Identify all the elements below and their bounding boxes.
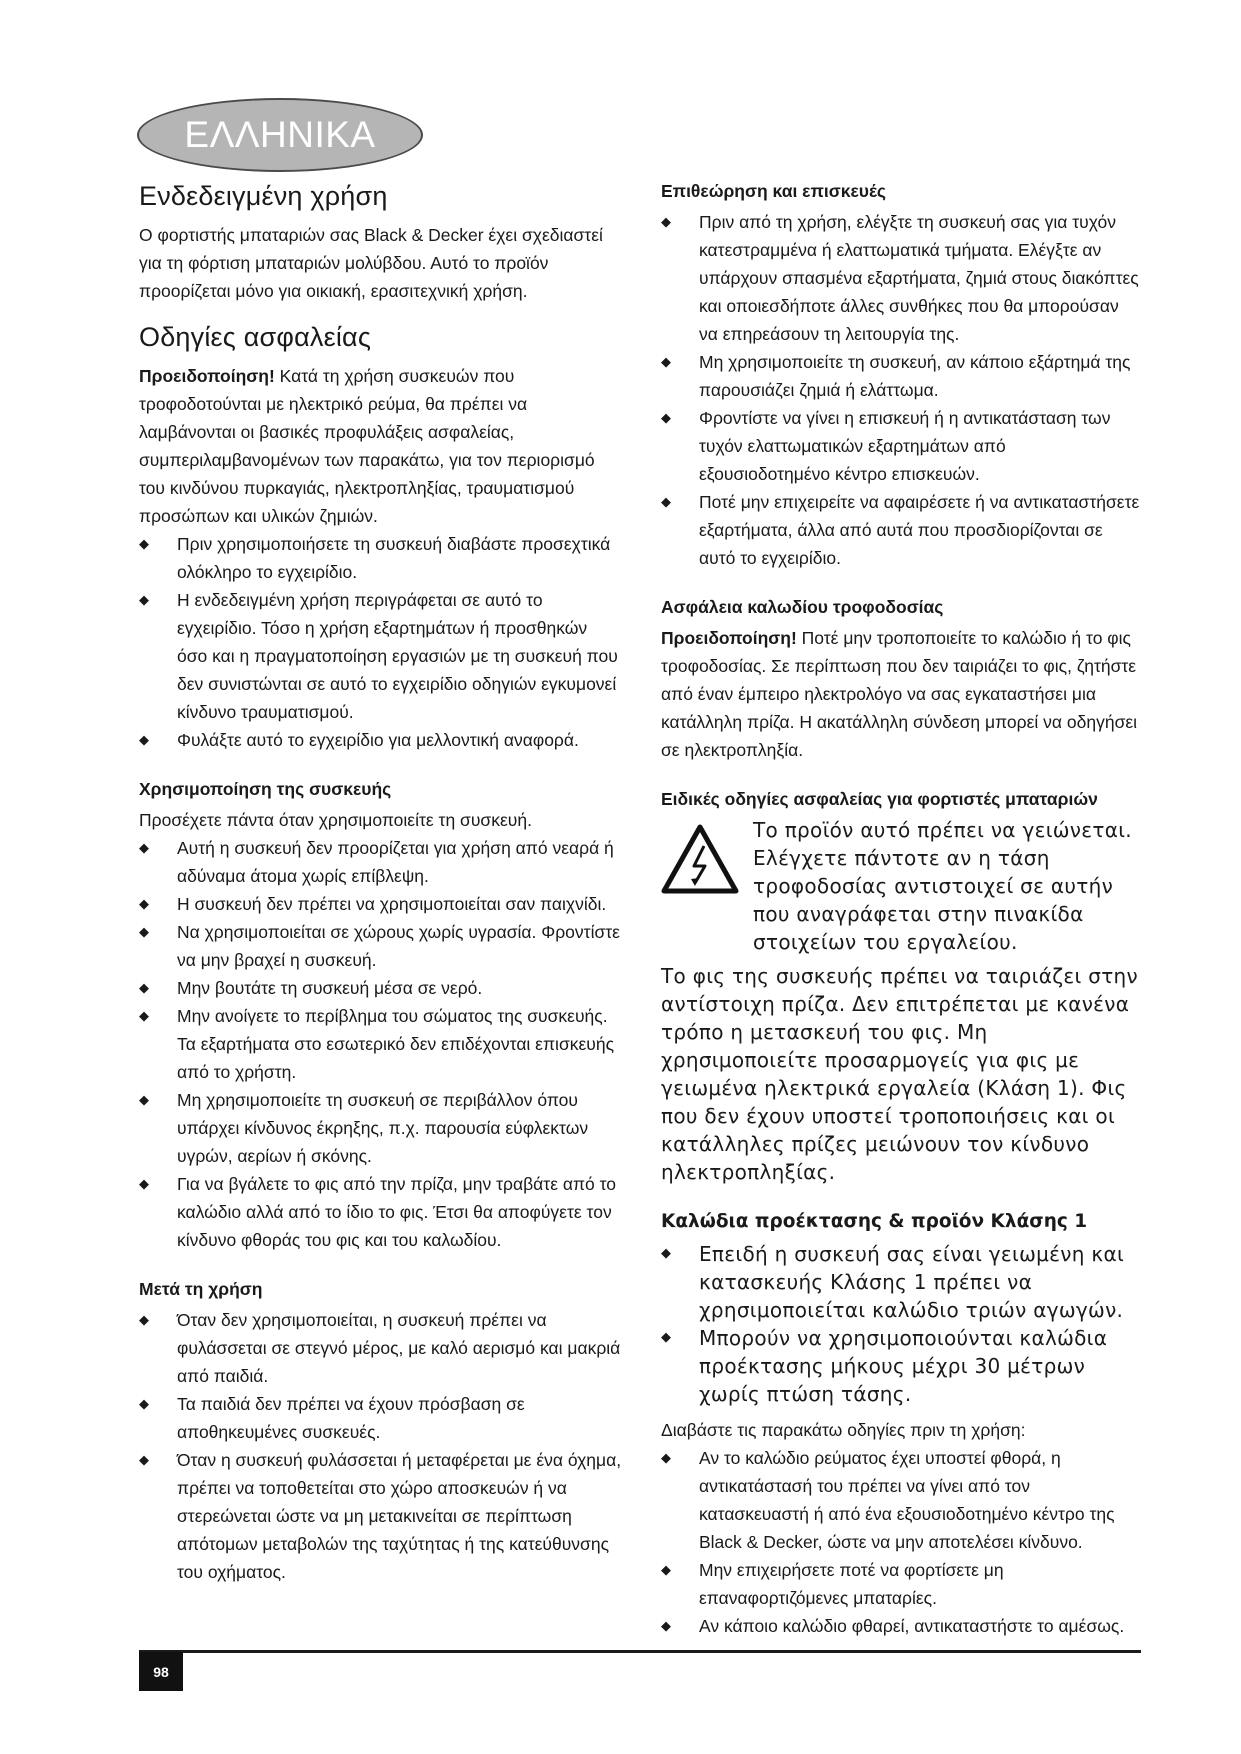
bullet-icon: ◆ [661,410,671,425]
charger-safety-section [661,786,1141,1186]
inspection-list [661,208,1141,572]
intended-use-text: Ο φορτιστής μπαταριών σας Black & Decker έχει σχεδιαστεί για τη φόρτιση μπαταριών μολύβδου. Αυτό το προϊόν προορίζεται μόνο για οικιακή, ερασιτεχνική χρήση. [139,225,603,301]
using-section [139,776,622,1254]
bullet-icon: ◆ [661,1330,672,1345]
after-use-section [139,1276,622,1586]
inspection-section [661,178,1141,572]
using-title: Χρησιμοποίηση της συσκευής [139,779,392,799]
cord-safety-warning [661,624,1141,764]
electric-hazard-icon [661,824,739,894]
safety-list [139,530,622,754]
bullet-icon: ◆ [139,592,149,607]
list-item: ◆ Όταν η συσκευή φυλάσσεται ή μεταφέρεται με ένα όχημα, πρέπει να τοποθετείται στο χώρο αποσκευών ή να στερεώνεται ώστε να μη μετακινείται σε περίπτωση απότομων μεταβολών της ταχύτητας ή της κατεύθυνσης του οχήματος. [139,1446,622,1586]
bullet-icon: ◆ [139,1452,149,1467]
bullet-icon: ◆ [661,214,671,229]
after-use-title: Μετά τη χρήση [139,1279,263,1299]
bullet-icon: ◆ [139,1008,149,1023]
bullet-icon: ◆ [139,536,149,551]
language-badge: ΕΛΛΗΝΙΚΑ [137,98,423,172]
list-item: ◆ Αν το καλώδιο ρεύματος έχει υποστεί φθορά, η αντικατάστασή του πρέπει να γίνει από τον κατασκευαστή ή από ένα εξουσιοδοτημένο κέντρο της Black & Decker, ώστε να μην αποτελέσει κίνδυνο. [661,1444,1141,1556]
bullet-icon: ◆ [139,1176,149,1191]
bullet-icon: ◆ [661,354,671,369]
cord-safety-title: Ασφάλεια καλωδίου τροφοδοσίας [661,597,944,617]
list-item: ◆ Αν κάποιο καλώδιο φθαρεί, αντικαταστήστε το αμέσως. [661,1612,1141,1640]
bullet-icon: ◆ [139,732,149,747]
bullet-icon: ◆ [139,924,149,939]
extension-section [661,1208,1141,1640]
after-use-list [139,1306,622,1586]
list-item: ◆ Μην βουτάτε τη συσκευή μέσα σε νερό. [139,974,622,1002]
bullet-icon: ◆ [661,494,671,509]
right-column [661,178,1141,1640]
bullet-icon: ◆ [139,1312,149,1327]
warning-label: Προειδοποίηση! [139,366,275,386]
list-item: ◆ Πριν από τη χρήση, ελέγξτε τη συσκευή σας για τυχόν κατεστραμμένα ή ελαττωματικά τμήματα. Ελέγξτε αν υπάρχουν σπασμένα εξαρτήματα, ζημιά στους διακόπτες και οποιεσδήποτε άλλες συνθήκες που θα μπορούσαν να επηρεάσουν τη λειτουργία της. [661,208,1141,348]
charger-safety-title: Ειδικές οδηγίες ασφαλείας για φορτιστές μπαταριών [661,789,1098,809]
using-list [139,834,622,1254]
plug-text: Το φις της συσκευής πρέπει να ταιριάζει στην αντίστοιχη πρίζα. Δεν επιτρέπεται με κανένα τρόπο η μετασκευή του φις. Μη χρησιμοποιείτε προσαρμογείς για φις με γειωμένα ηλεκτρικά εργαλεία (Κλάση 1). Φις που δεν έχουν υποστεί τροποποιήσεις και οι κατάλληλες πρίζες μειώνουν τον κίνδυνο ηλεκτροπληξίας. [661,964,1138,1184]
bullet-icon: ◆ [661,1562,671,1577]
safety-section [139,319,622,754]
list-item: ◆ Φυλάξτε αυτό το εγχειρίδιο για μελλοντική αναφορά. [139,726,622,754]
extension-list [661,1444,1141,1640]
warning-text: Κατά τη χρήση συσκευών που τροφοδοτούνται με ηλεκτρικό ρεύμα, θα πρέπει να λαμβάνονται οι βασικές προφυλάξεις ασφαλείας, συμπεριλαμβανομένων των παρακάτω, για τον περιορισμό του κινδύνου πυρκαγιάς, ηλεκτροπληξίας, τραυματισμού προσώπων και υλικών ζημιών. [139,366,595,526]
list-item: ◆ Η ενδεδειγμένη χρήση περιγράφεται σε αυτό το εγχειρίδιο. Τόσο η χρήση εξαρτημάτων ή προσθηκών όσο και η πραγματοποίηση εργασιών με τη συσκευή που δεν συνιστώνται σε αυτό το εγχειρίδιο οδηγιών εγκυμονεί κίνδυνο τραυματισμού. [139,586,622,726]
left-column [139,178,622,1586]
bullet-icon: ◆ [661,1450,671,1465]
bullet-icon: ◆ [661,1246,672,1261]
bullet-icon: ◆ [139,840,149,855]
warning-block [661,816,1141,956]
inspection-title: Επιθεώρηση και επισκευές [661,181,886,201]
bullet-icon: ◆ [661,1618,671,1633]
intended-use-section [139,178,622,305]
warning-label: Προειδοποίηση! [661,628,797,648]
safety-warning [139,362,622,530]
warning-text: Ποτέ μην τροποποιείτε το καλώδιο ή το φις τροφοδοσίας. Σε περίπτωση που δεν ταιριάζει το φις, ζητήστε από έναν έμπειρο ηλεκτρολόγο να σας εγκαταστήσει μια κατάλληλη πρίζα. Η ακατάλληλη σύνδεση μπορεί να οδηγήσει σε ηλεκτροπληξία. [661,628,1138,760]
list-item: ◆ Μη χρησιμοποιείτε τη συσκευή σε περιβάλλον όπου υπάρχει κίνδυνος έκρηξης, π.χ. παρουσία εύφλεκτων υγρών, αερίων ή σκόνης. [139,1086,622,1170]
bullet-icon: ◆ [139,1396,149,1411]
list-item: ◆ Επειδή η συσκευή σας είναι γειωμένη και κατασκευής Κλάσης 1 πρέπει να χρησιμοποιείται καλώδιο τριών αγωγών. [661,1242,1125,1322]
bullet-icon: ◆ [139,1092,149,1107]
list-item: ◆ Η συσκευή δεν πρέπει να χρησιμοποιείται σαν παιχνίδι. [139,890,622,918]
list-item: ◆ Μην επιχειρήσετε ποτέ να φορτίσετε μη επαναφορτιζόμενες μπαταρίες. [661,1556,1141,1612]
bullet-icon: ◆ [139,980,149,995]
list-item: ◆ Μη χρησιμοποιείτε τη συσκευή, αν κάποιο εξάρτημά της παρουσιάζει ζημιά ή ελάττωμα. [661,348,1141,404]
page-number: 98 [139,1652,183,1691]
footer-divider [139,1650,1141,1653]
intended-use-title: Ενδεδειγμένη χρήση [139,181,388,211]
list-item: ◆ Πριν χρησιμοποιήσετε τη συσκευή διαβάστε προσεχτικά ολόκληρο το εγχειρίδιο. [139,530,622,586]
extension-title: Καλώδια προέκτασης & προϊόν Κλάσης 1 [661,1211,1088,1232]
extension-large-list [661,1240,1141,1408]
list-item: ◆ Μπορούν να χρησιμοποιούνται καλώδια προέκτασης μήκους μέχρι 30 μέτρων χωρίς πτώση τάσης. [661,1326,1108,1406]
list-item: ◆ Τα παιδιά δεν πρέπει να έχουν πρόσβαση σε αποθηκευμένες συσκευές. [139,1390,622,1446]
extension-intro: Διαβάστε τις παρακάτω οδηγίες πριν τη χρήση: [661,1420,1026,1440]
safety-title: Οδηγίες ασφαλείας [139,322,372,352]
grounding-warning-text: Το προϊόν αυτό πρέπει να γειώνεται. Ελέγχετε πάντοτε αν η τάση τροφοδοσίας αντιστοιχεί σε αυτήν που αναγράφεται στην πινακίδα στοιχείων του εργαλείου. [753,818,1132,954]
list-item: ◆ Αυτή η συσκευή δεν προορίζεται για χρήση από νεαρά ή αδύναμα άτομα χωρίς επίβλεψη. [139,834,622,890]
list-item: ◆ Να χρησιμοποιείται σε χώρους χωρίς υγρασία. Φροντίστε να μην βραχεί η συσκευή. [139,918,622,974]
using-intro: Προσέχετε πάντα όταν χρησιμοποιείτε τη συσκευή. [139,810,532,830]
list-item: ◆ Μην ανοίγετε το περίβλημα του σώματος της συσκευής. Τα εξαρτήματα στο εσωτερικό δεν επιδέχονται επισκευής από το χρήστη. [139,1002,622,1086]
cord-safety-section [661,594,1141,764]
list-item: ◆ Ποτέ μην επιχειρείτε να αφαιρέσετε ή να αντικαταστήσετε εξαρτήματα, άλλα από αυτά που προσδιορίζονται σε αυτό το εγχειρίδιο. [661,488,1141,572]
list-item: ◆ Για να βγάλετε το φις από την πρίζα, μην τραβάτε από το καλώδιο αλλά από το ίδιο το φις. Έτσι θα αποφύγετε τον κίνδυνο φθοράς του φις και του καλωδίου. [139,1170,622,1254]
bullet-icon: ◆ [139,896,149,911]
list-item: ◆ Φροντίστε να γίνει η επισκευή ή η αντικατάσταση των τυχόν ελαττωματικών εξαρτημάτων από εξουσιοδοτημένο κέντρο επισκευών. [661,404,1141,488]
list-item: ◆ Όταν δεν χρησιμοποιείται, η συσκευή πρέπει να φυλάσσεται σε στεγνό μέρος, με καλό αερισμό και μακριά από παιδιά. [139,1306,622,1390]
